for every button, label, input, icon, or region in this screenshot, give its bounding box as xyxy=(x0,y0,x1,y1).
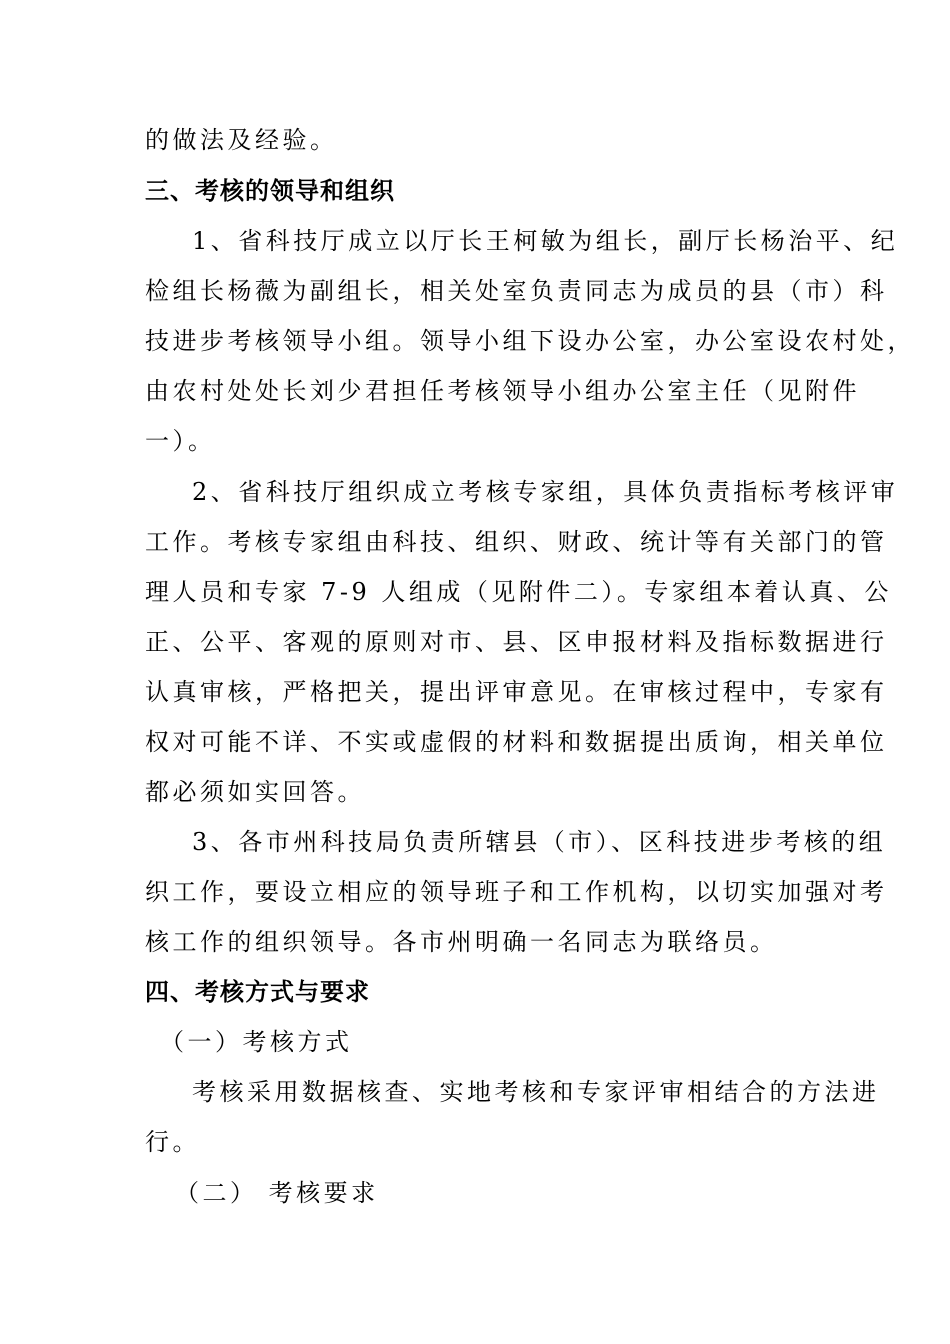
paragraph-line: 的做法及经验。 xyxy=(145,126,338,154)
paragraph-line: 认真审核，严格把关，提出评审意见。在审核过程中，专家有 xyxy=(145,678,888,706)
paragraph-line: 织工作，要设立相应的领导班子和工作机构，以切实加强对考 xyxy=(145,878,888,906)
subsection-heading-2: （二） 考核要求 xyxy=(175,1179,379,1207)
paragraph-line: 技进步考核领导小组。领导小组下设办公室，办公室设农村处， xyxy=(145,327,915,355)
paragraph-line: 都必须如实回答。 xyxy=(145,778,365,806)
paragraph-line: 行。 xyxy=(145,1128,200,1156)
section-heading-3: 三、考核的领导和组织 xyxy=(145,177,395,205)
paragraph-line: 2、省科技厅组织成立考核专家组，具体负责指标考核评审 xyxy=(192,478,899,506)
paragraph-line: 考核采用数据核查、实地考核和专家评审相结合的方法进 xyxy=(192,1078,880,1106)
paragraph-line: 检组长杨薇为副组长，相关处室负责同志为成员的县（市）科 xyxy=(145,277,888,305)
paragraph-line: 正、公平、客观的原则对市、县、区申报材料及指标数据进行 xyxy=(145,628,888,656)
paragraph-line: 核工作的组织领导。各市州明确一名同志为联络员。 xyxy=(145,928,778,956)
paragraph-line: 由农村处处长刘少君担任考核领导小组办公室主任（见附件 xyxy=(145,377,860,405)
subsection-heading-1: （一）考核方式 xyxy=(160,1028,353,1056)
paragraph-line: 一）。 xyxy=(145,427,216,455)
paragraph-line: 理人员和专家 7-9 人组成（见附件二）。专家组本着认真、公 xyxy=(145,578,892,606)
paragraph-line: 1、省科技厅成立以厅长王柯敏为组长，副厅长杨治平、纪 xyxy=(192,227,899,255)
paragraph-line: 工作。考核专家组由科技、组织、财政、统计等有关部门的管 xyxy=(145,528,888,556)
section-heading-4: 四、考核方式与要求 xyxy=(145,978,370,1006)
paragraph-line: 权对可能不详、不实或虚假的材料和数据提出质询，相关单位 xyxy=(145,728,888,756)
paragraph-line: 3、各市州科技局负责所辖县（市）、区科技进步考核的组 xyxy=(192,828,887,856)
